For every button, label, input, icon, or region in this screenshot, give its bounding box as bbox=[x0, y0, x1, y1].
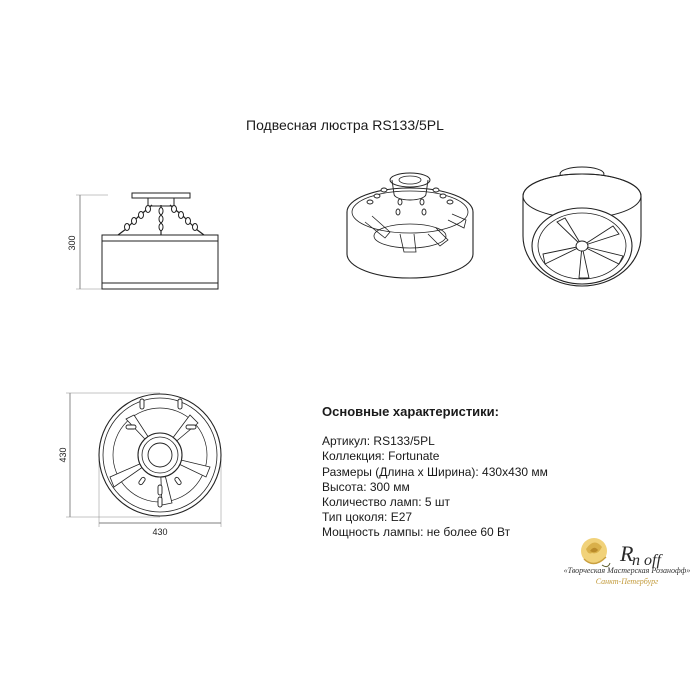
spec-collection: Коллекция: Fortunate bbox=[322, 449, 440, 464]
logo-caption bbox=[552, 565, 700, 587]
logo-company-name: «Творческая Мастерская Розанофф» bbox=[563, 566, 691, 575]
logo-mark-text: n off bbox=[632, 552, 661, 569]
rose-icon bbox=[581, 538, 610, 567]
spec-height: Высота: 300 мм bbox=[322, 479, 410, 494]
specs-heading: Основные характеристики: bbox=[322, 404, 500, 419]
top-view-drawing bbox=[60, 385, 240, 545]
spec-socket-type: Тип цоколя: E27 bbox=[322, 510, 413, 525]
side-height-label: 300 bbox=[67, 235, 77, 251]
top-height-label: 430 bbox=[58, 447, 68, 463]
perspective-view-top bbox=[340, 168, 480, 293]
spec-article: Артикул: RS133/5PL bbox=[322, 434, 435, 449]
logo-city: Санкт-Петербург bbox=[595, 577, 659, 586]
top-width-label: 430 bbox=[152, 527, 168, 537]
specs-block bbox=[322, 404, 548, 541]
spec-dimensions: Размеры (Длина х Ширина): 430х430 мм bbox=[322, 464, 548, 479]
perspective-view-bottom bbox=[515, 160, 650, 290]
spec-lamp-count: Количество ламп: 5 шт bbox=[322, 495, 450, 510]
brand-logo bbox=[548, 505, 698, 605]
spec-lamp-power: Мощность лампы: не более 60 Вт bbox=[322, 525, 511, 540]
page-title: Подвесная люстра RS133/5PL bbox=[246, 117, 444, 133]
logo-monogram: R bbox=[620, 541, 634, 566]
side-view-drawing bbox=[60, 185, 240, 295]
